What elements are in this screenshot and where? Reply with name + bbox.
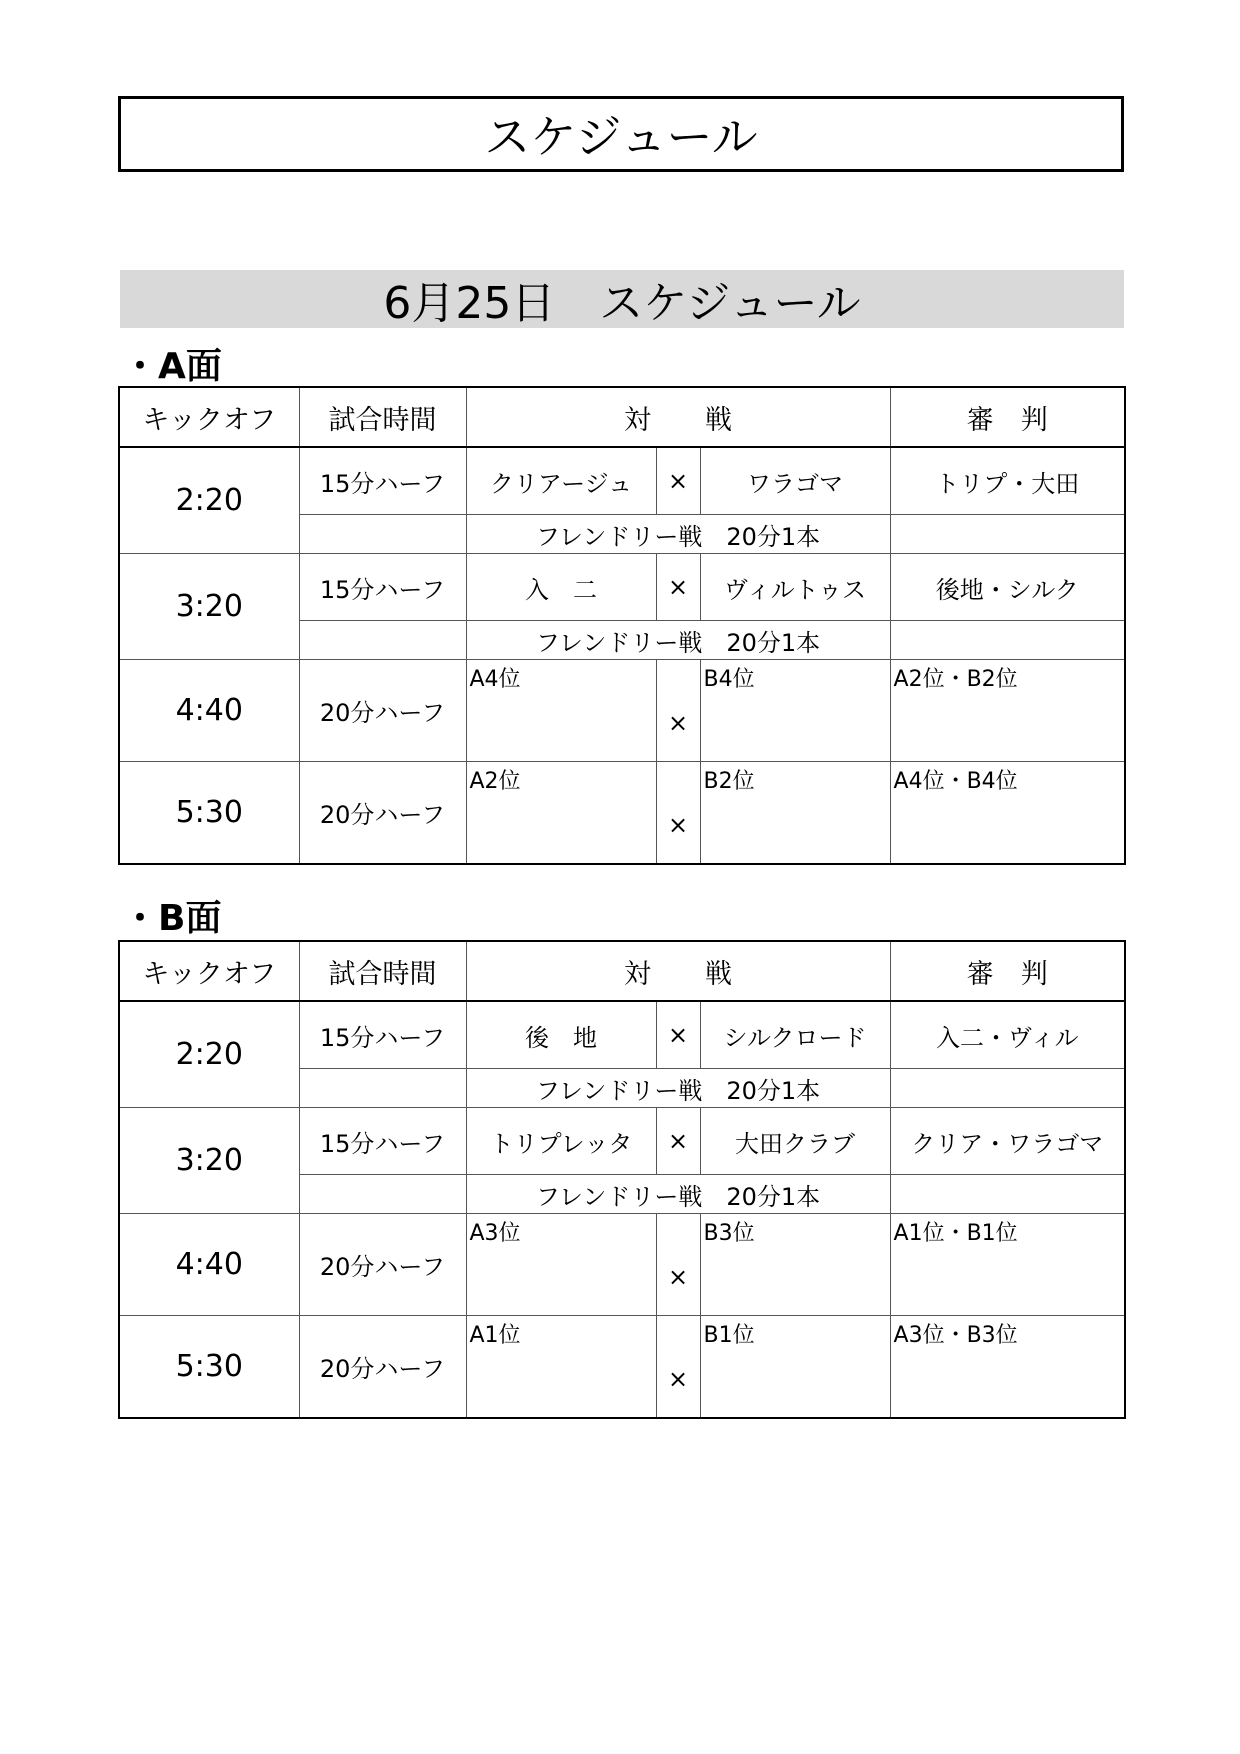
match-duration: 15分ハーフ — [299, 554, 466, 621]
team-home: 後 地 — [466, 1001, 656, 1069]
match-duration: 15分ハーフ — [299, 447, 466, 515]
table-header-row — [119, 387, 1125, 447]
table-row — [119, 1108, 1125, 1175]
kickoff-time: 2:20 — [119, 1001, 299, 1108]
vs-mark: × — [656, 660, 700, 762]
empty-cell — [890, 515, 1125, 554]
match-duration: 15分ハーフ — [299, 1001, 466, 1069]
match-duration: 15分ハーフ — [299, 1108, 466, 1175]
team-home: トリプレッタ — [466, 1108, 656, 1175]
team-home: A3位 — [466, 1214, 656, 1316]
team-away: B2位 — [700, 762, 890, 865]
team-away: B3位 — [700, 1214, 890, 1316]
vs-mark: × — [656, 1316, 700, 1419]
header-referee: 審 判 — [890, 941, 1125, 1001]
team-away: ヴィルトゥス — [700, 554, 890, 621]
header-match-time: 試合時間 — [299, 387, 466, 447]
vs-mark: × — [656, 1214, 700, 1316]
table-row — [119, 1214, 1125, 1316]
header-referee: 審 判 — [890, 387, 1125, 447]
kickoff-time: 5:30 — [119, 762, 299, 865]
header-match-time: 試合時間 — [299, 941, 466, 1001]
referee: クリア・ワラゴマ — [890, 1108, 1125, 1175]
referee: 後地・シルク — [890, 554, 1125, 621]
header-match: 対 戦 — [466, 941, 890, 1001]
vs-mark: × — [656, 554, 700, 621]
vs-mark: × — [656, 447, 700, 515]
kickoff-time: 4:40 — [119, 1214, 299, 1316]
table-row — [119, 1001, 1125, 1069]
kickoff-time: 3:20 — [119, 1108, 299, 1214]
friendly-match: フレンドリー戦 20分1本 — [466, 1175, 890, 1214]
kickoff-time: 3:20 — [119, 554, 299, 660]
match-duration: 20分ハーフ — [299, 762, 466, 865]
vs-mark: × — [656, 1108, 700, 1175]
referee: A1位・B1位 — [890, 1214, 1125, 1316]
team-away: シルクロード — [700, 1001, 890, 1069]
empty-cell — [890, 1069, 1125, 1108]
vs-mark: × — [656, 762, 700, 865]
kickoff-time: 5:30 — [119, 1316, 299, 1419]
table-row — [119, 447, 1125, 515]
empty-cell — [299, 1069, 466, 1108]
team-home: A4位 — [466, 660, 656, 762]
team-home: A1位 — [466, 1316, 656, 1419]
team-away: ワラゴマ — [700, 447, 890, 515]
referee: A3位・B3位 — [890, 1316, 1125, 1419]
kickoff-time: 4:40 — [119, 660, 299, 762]
table-header-row — [119, 941, 1125, 1001]
match-duration: 20分ハーフ — [299, 1316, 466, 1419]
friendly-match: フレンドリー戦 20分1本 — [466, 621, 890, 660]
header-match: 対 戦 — [466, 387, 890, 447]
friendly-match: フレンドリー戦 20分1本 — [466, 515, 890, 554]
empty-cell — [890, 1175, 1125, 1214]
empty-cell — [299, 515, 466, 554]
header-kickoff: キックオフ — [119, 941, 299, 1001]
team-home: クリアージュ — [466, 447, 656, 515]
empty-cell — [890, 621, 1125, 660]
match-duration: 20分ハーフ — [299, 660, 466, 762]
friendly-match: フレンドリー戦 20分1本 — [466, 1069, 890, 1108]
table-row — [119, 1316, 1125, 1419]
team-home: A2位 — [466, 762, 656, 865]
court-b-schedule-table — [118, 940, 1126, 1419]
table-row — [119, 762, 1125, 865]
referee: トリプ・大田 — [890, 447, 1125, 515]
team-away: B4位 — [700, 660, 890, 762]
match-duration: 20分ハーフ — [299, 1214, 466, 1316]
court-a-label: ・A面 — [122, 346, 222, 387]
page-title: スケジュール — [118, 96, 1124, 172]
team-home: 入 二 — [466, 554, 656, 621]
kickoff-time: 2:20 — [119, 447, 299, 554]
court-b-label: ・B面 — [122, 898, 222, 939]
referee: 入二・ヴィル — [890, 1001, 1125, 1069]
court-a-schedule-table — [118, 386, 1126, 865]
table-row — [119, 660, 1125, 762]
table-row — [119, 554, 1125, 621]
date-heading: 6月25日 スケジュール — [120, 270, 1124, 328]
header-kickoff: キックオフ — [119, 387, 299, 447]
empty-cell — [299, 1175, 466, 1214]
team-away: B1位 — [700, 1316, 890, 1419]
referee: A4位・B4位 — [890, 762, 1125, 865]
referee: A2位・B2位 — [890, 660, 1125, 762]
team-away: 大田クラブ — [700, 1108, 890, 1175]
vs-mark: × — [656, 1001, 700, 1069]
empty-cell — [299, 621, 466, 660]
